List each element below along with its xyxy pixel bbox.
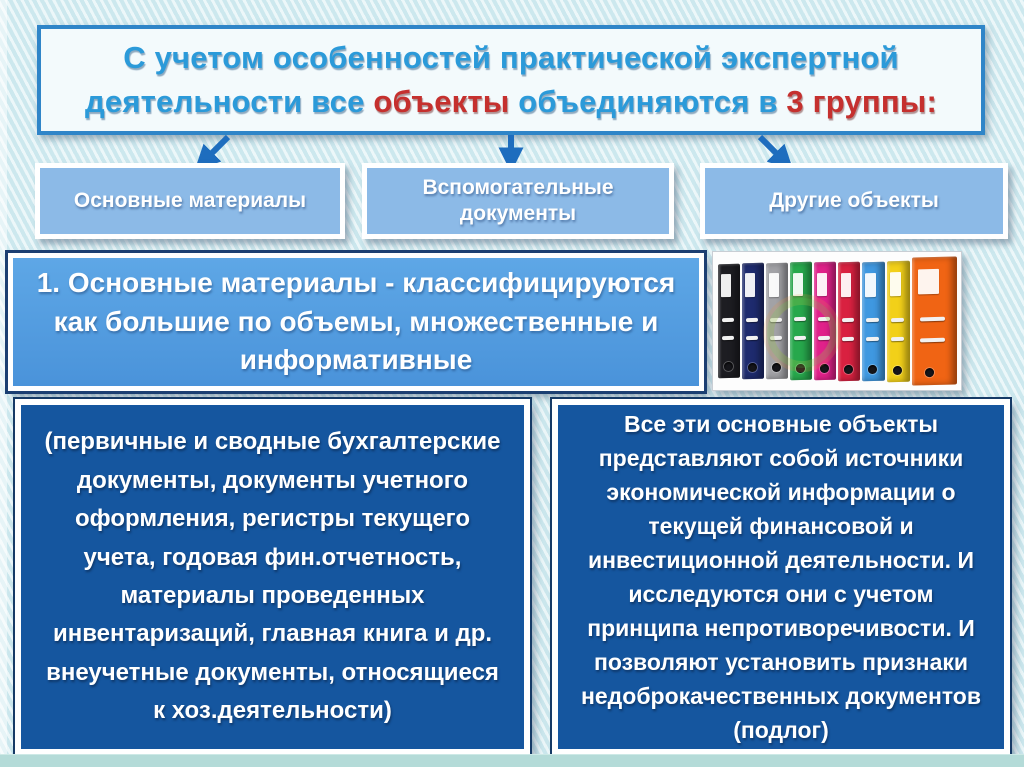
title-segment-highlight: 3 группы:: [777, 84, 937, 119]
title-segment-highlight: объекты: [364, 84, 510, 119]
binder: [766, 263, 788, 380]
page-title: [41, 36, 981, 124]
group-box-other-objects: [700, 163, 1008, 239]
group-box-auxiliary-documents: [362, 163, 674, 239]
group-label: Другие объекты: [769, 188, 939, 212]
title-box: [37, 25, 985, 135]
binder: [862, 261, 885, 381]
details-box-left: [15, 399, 530, 755]
binder: [912, 256, 957, 385]
title-segment: С учетом особенностей практической экспертной деятельности все: [85, 39, 899, 119]
details-left-text: (первичные и сводные бухгалтерские документы, документы учетного оформления, регистры текущего учета, годовая фин.отчетность, материалы проведенных инвентаризаций, главная книга и др. внеучетные документы, относящиеся к хоз.деятельности): [44, 428, 501, 725]
binder: [838, 261, 860, 381]
group-label: Основные материалы: [73, 188, 307, 212]
binders-row: [717, 257, 957, 385]
binders-photo: [712, 251, 962, 391]
binder: [742, 263, 764, 380]
binder: [790, 262, 812, 381]
definition-text: 1. Основные материалы - классифицируются как большие по объемы, множественные и информативные: [36, 267, 676, 376]
binder: [887, 260, 910, 382]
title-segment: объединяются в: [509, 84, 778, 119]
group-label: Вспомогательные документы: [422, 175, 614, 225]
binder: [814, 262, 836, 381]
details-box-right: [552, 399, 1010, 755]
slide-bottom-edge: [0, 754, 1024, 767]
group-box-main-materials: [35, 163, 345, 239]
arrow-down-left-icon: [200, 137, 228, 165]
definition-box: [8, 253, 704, 391]
details-right-text: Все эти основные объекты представляют собой источники экономической информации о текущей финансовой и инвестиционной деятельности. И исследуются они с учетом принципа непротиворечивости. И позволяют установить признаки недоброкачественных документов (подлог): [581, 410, 981, 744]
slide-left-edge: [0, 0, 7, 767]
arrow-down-right-icon: [760, 137, 788, 165]
binder: [718, 264, 740, 379]
